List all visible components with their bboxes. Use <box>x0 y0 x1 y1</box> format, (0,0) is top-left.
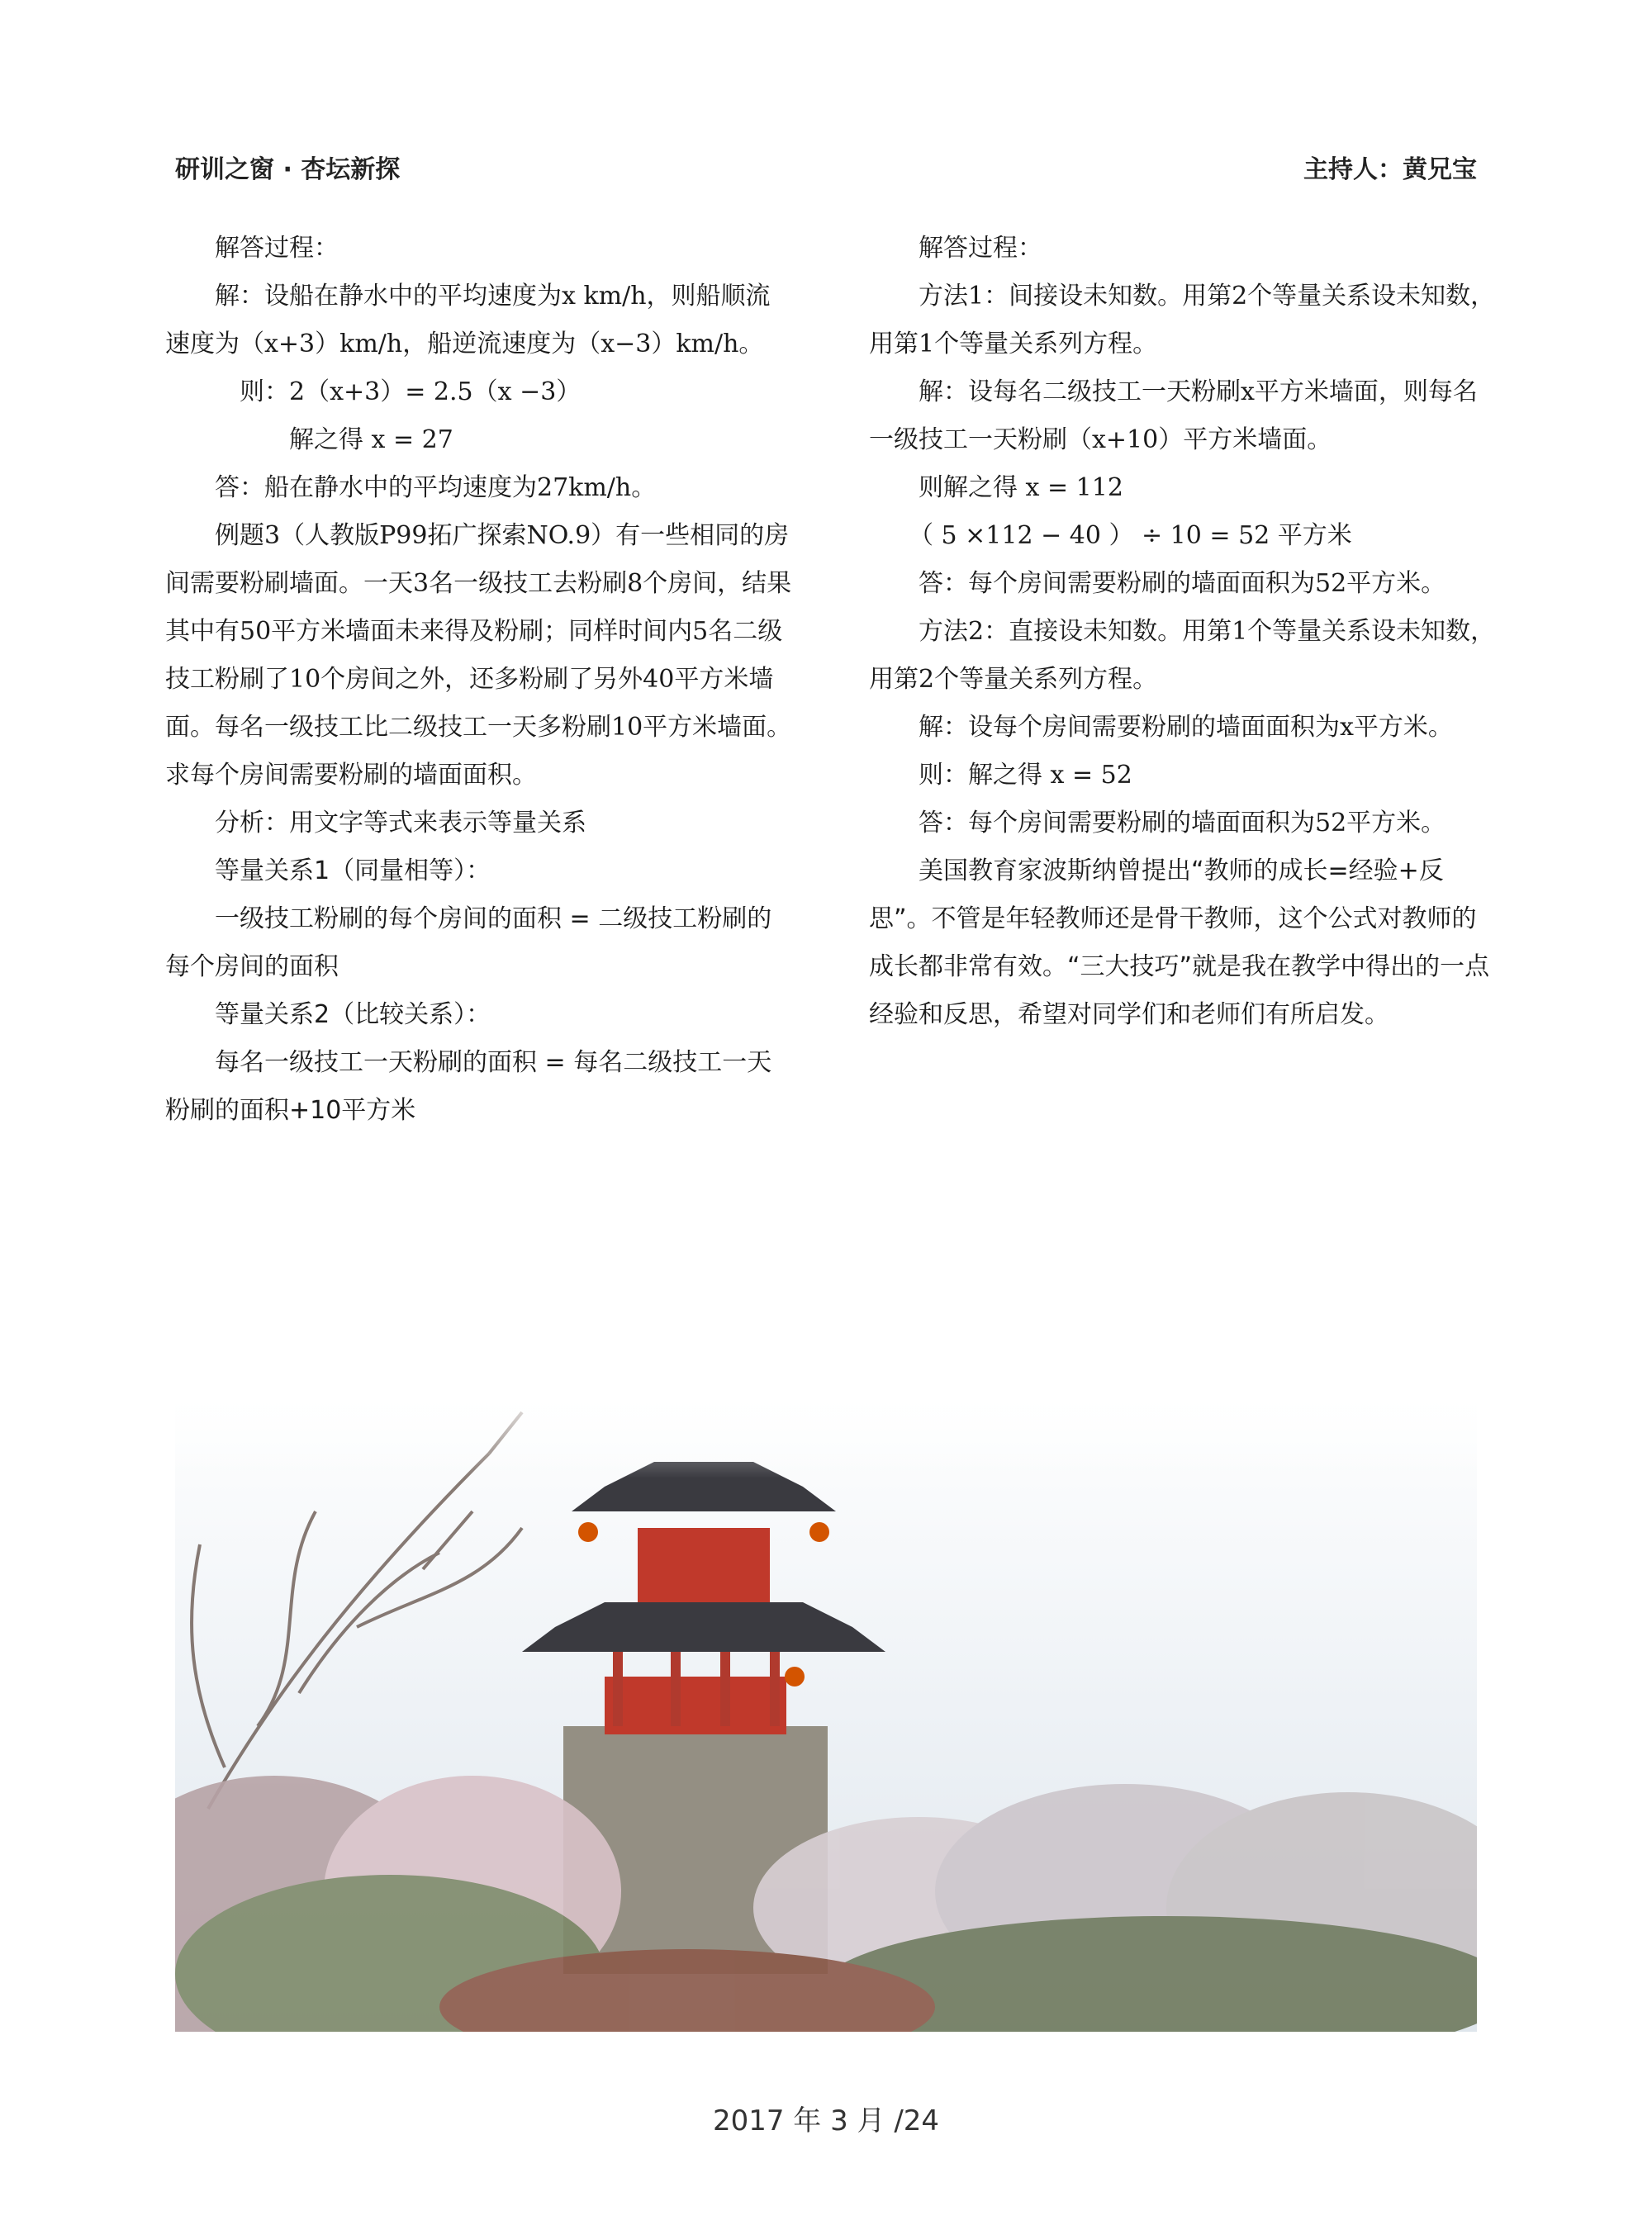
left-column <box>165 225 793 1135</box>
relation-heading: 等量关系1（同量相等）： <box>215 856 491 885</box>
right-column <box>869 225 1497 1039</box>
solution-line: 解之得 x = 27 <box>289 425 453 454</box>
page-footer: 2017 年 3 月 /24 <box>712 2104 940 2137</box>
solution-line: 解：设每个房间需要粉刷的墙面面积为x平方米。 <box>919 713 1453 742</box>
solution-line: 则：解之得 x = 52 <box>919 761 1132 790</box>
conclusion-paragraph: 美国教育家波斯纳曾提出“教师的成长=经验+反思”。不管是年轻教师还是骨干教师，这个公式对教师的成长都非常有效。“三大技巧”就是我在教学中得出的一点经验和反思，希望对同学们和老师们有所启发。 <box>869 856 1490 1029</box>
section-title: 研训之窗 · 杏坛新探 <box>175 155 401 184</box>
answer-line: 答：船在静水中的平均速度为27km/h。 <box>215 473 657 502</box>
paragraph: 解答过程： <box>919 234 1042 263</box>
paragraph: 解答过程： <box>215 234 339 263</box>
example-problem: 例题3（人教版P99拓广探索NO.9）有一些相同的房间需要粉刷墙面。一天3名一级技工去粉刷8个房间，结果其中有50平方米墙面未来得及粉刷；同样时间内5名二级技工粉刷了10个房间之外，还多粉刷了另外40平方米墙面。每名一级技工比二级技工一天多粉刷10平方米墙面。求每个房间需要粉刷的墙面面积。 <box>165 521 792 790</box>
method-line: 方法1：间接设未知数。用第2个等量关系设未知数，用第1个等量关系列方程。 <box>869 282 1496 358</box>
relation-text: 每名一级技工一天粉刷的面积 = 每名二级技工一天粉刷的面积+10平方米 <box>165 1048 772 1125</box>
solution-line: 解：设每名二级技工一天粉刷x平方米墙面，则每名一级技工一天粉刷（x+10）平方米墙面。 <box>869 377 1478 454</box>
equation-line: 则：2（x+3）= 2.5（x −3） <box>240 377 582 406</box>
calculation-line: （ 5 ×112 − 40 ） ÷ 10 = 52 平方米 <box>909 521 1352 550</box>
analysis-line: 分析：用文字等式来表示等量关系 <box>215 809 586 837</box>
paragraph: 解：设船在静水中的平均速度为x km/h，则船顺流速度为（x+3）km/h，船逆流速度为（x−3）km/h。 <box>165 282 771 358</box>
method-line: 方法2：直接设未知数。用第1个等量关系设未知数，用第2个等量关系列方程。 <box>869 617 1496 694</box>
pavilion-landscape-photo <box>175 1379 1477 2032</box>
solution-line: 则解之得 x = 112 <box>919 473 1123 502</box>
host-name: 主持人：黄兄宝 <box>1303 155 1477 184</box>
answer-line: 答：每个房间需要粉刷的墙面面积为52平方米。 <box>919 569 1446 598</box>
relation-text: 一级技工粉刷的每个房间的面积 = 二级技工粉刷的每个房间的面积 <box>165 904 772 981</box>
relation-heading: 等量关系2（比较关系）： <box>215 1000 491 1029</box>
answer-line: 答：每个房间需要粉刷的墙面面积为52平方米。 <box>919 809 1446 837</box>
